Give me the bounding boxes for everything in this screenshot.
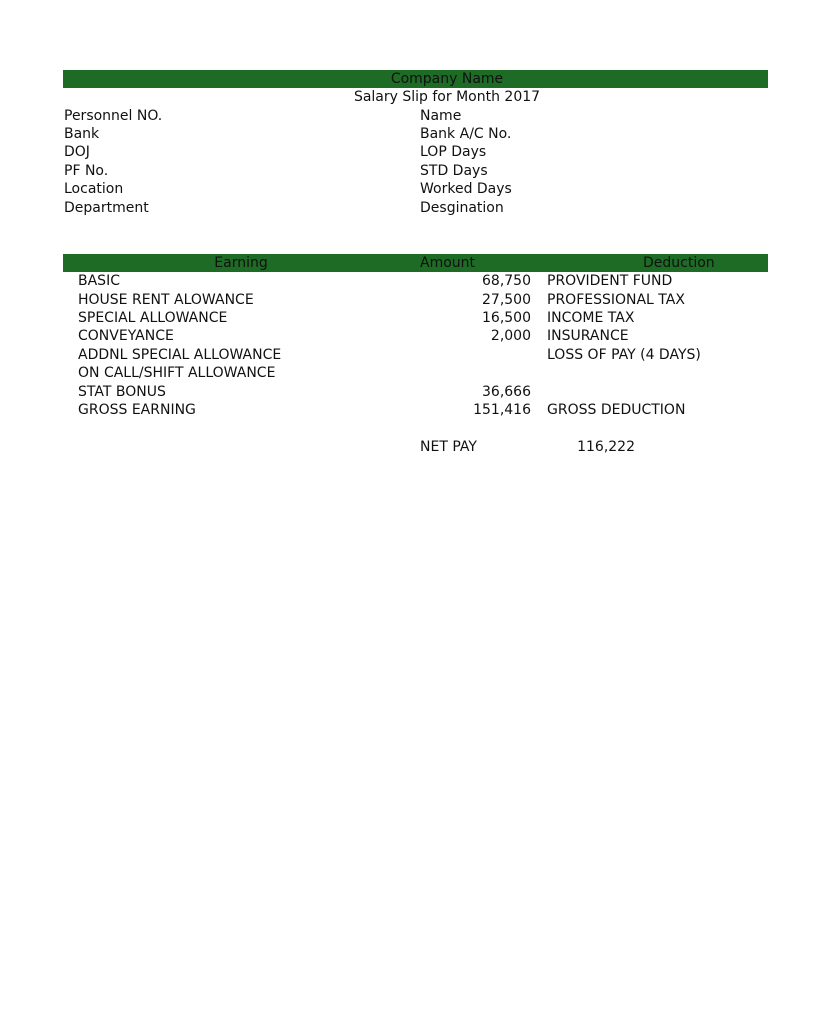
earning-amount-addnl-special	[430, 346, 531, 364]
bank-ac-no-label: Bank A/C No.	[420, 126, 512, 142]
lop-days-label: LOP Days	[420, 144, 487, 160]
earning-header: Earning	[214, 255, 268, 271]
slip-title: Salary Slip for Month 2017	[353, 89, 541, 105]
earning-label-basic: BASIC	[78, 273, 120, 289]
earning-label-stat-bonus: STAT BONUS	[78, 384, 166, 400]
gross-earning-amount: 151,416	[473, 402, 531, 418]
deduction-label-professional-tax: PROFESSIONAL TAX	[547, 292, 685, 308]
net-pay-amount: 116,222	[577, 439, 635, 455]
deduction-header-cell	[546, 254, 715, 272]
company-name: Company Name	[390, 71, 504, 87]
deduction-label-loss-of-pay: LOSS OF PAY (4 DAYS)	[547, 347, 701, 363]
deduction-label-insurance: INSURANCE	[547, 328, 629, 344]
earning-label-addnl-special: ADDNL SPECIAL ALLOWANCE	[78, 347, 282, 363]
earning-label-special: SPECIAL ALLOWANCE	[78, 310, 228, 326]
earning-amount-on-call	[430, 364, 531, 382]
location-label: Location	[64, 181, 124, 197]
earning-label-conveyance: CONVEYANCE	[78, 328, 174, 344]
deduction-label-pf: PROVIDENT FUND	[547, 273, 673, 289]
deduction-label-income-tax: INCOME TAX	[547, 310, 635, 326]
department-label: Department	[64, 200, 149, 216]
earning-amount-special: 16,500	[482, 310, 531, 326]
deduction-header: Deduction	[643, 255, 715, 271]
earning-label-on-call: ON CALL/SHIFT ALLOWANCE	[78, 365, 276, 381]
name-label: Name	[420, 108, 462, 124]
earning-amount-conveyance: 2,000	[490, 328, 531, 344]
earning-amount-stat-bonus: 36,666	[482, 384, 531, 400]
gross-earning-label: GROSS EARNING	[78, 402, 196, 418]
doj-label: DOJ	[64, 144, 90, 160]
earning-amount-basic: 68,750	[482, 273, 531, 289]
personnel-no-label: Personnel NO.	[64, 108, 163, 124]
worked-days-label: Worked Days	[420, 181, 512, 197]
earning-label-hra: HOUSE RENT ALOWANCE	[78, 292, 254, 308]
net-pay-label: NET PAY	[420, 439, 477, 455]
gross-deduction-label: GROSS DEDUCTION	[547, 402, 686, 418]
designation-label: Desgination	[420, 200, 504, 216]
pf-no-label: PF No.	[64, 163, 109, 179]
bank-label: Bank	[64, 126, 100, 142]
earning-amount-hra: 27,500	[482, 292, 531, 308]
amount-header: Amount	[420, 255, 476, 271]
std-days-label: STD Days	[420, 163, 488, 179]
